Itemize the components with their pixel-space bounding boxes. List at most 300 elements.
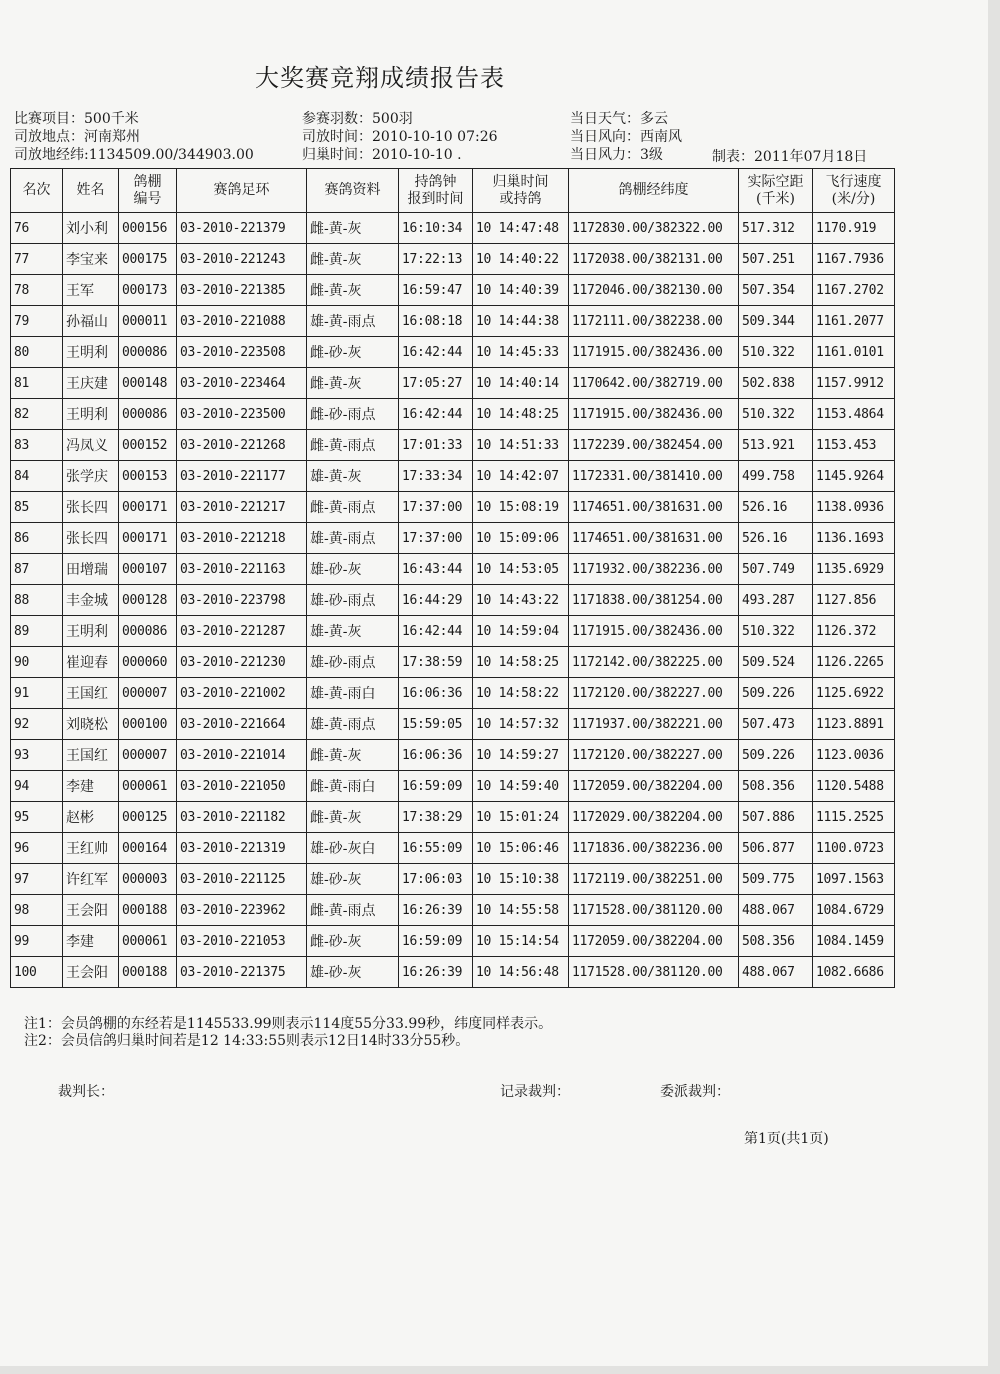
cell-rank: 77 bbox=[11, 244, 63, 275]
cell-rank: 89 bbox=[11, 616, 63, 647]
cell-distance: 502.838 bbox=[739, 368, 813, 399]
cell-clock-time: 16:55:09 bbox=[399, 833, 473, 864]
release-time-field: 司放时间：2010-10-10 07:26 bbox=[302, 129, 498, 145]
return-time-field: 归巢时间：2010-10-10 . bbox=[302, 147, 462, 163]
cell-distance: 509.226 bbox=[739, 740, 813, 771]
cell-rank: 99 bbox=[11, 926, 63, 957]
cell-name: 李建 bbox=[63, 926, 119, 957]
cell-speed: 1170.919 bbox=[813, 213, 895, 244]
cell-loft-coords: 1171937.00/382221.00 bbox=[569, 709, 739, 740]
cell-loft-id: 000153 bbox=[119, 461, 177, 492]
cell-arrival-time: 10 14:53:05 bbox=[473, 554, 569, 585]
wind-direction-field: 当日风向：西南风 bbox=[570, 129, 682, 145]
entries-field: 参赛羽数：500羽 bbox=[302, 111, 413, 127]
cell-bird-info: 雌-黄-灰 bbox=[307, 244, 399, 275]
page-number: 第1页(共1页) bbox=[744, 1131, 829, 1147]
cell-loft-coords: 1172111.00/382238.00 bbox=[569, 306, 739, 337]
cell-name: 刘晓松 bbox=[63, 709, 119, 740]
cell-bird-info: 雄-黄-灰 bbox=[307, 616, 399, 647]
cell-clock-time: 17:22:13 bbox=[399, 244, 473, 275]
cell-loft-coords: 1171915.00/382436.00 bbox=[569, 399, 739, 430]
cell-bird-info: 雄-砂-灰 bbox=[307, 864, 399, 895]
table-row bbox=[11, 244, 895, 275]
cell-rank: 76 bbox=[11, 213, 63, 244]
table-body bbox=[11, 213, 895, 988]
cell-ring: 03-2010-221379 bbox=[177, 213, 307, 244]
header-distance: 实际空距 (千米) bbox=[739, 169, 813, 213]
cell-name: 张长四 bbox=[63, 523, 119, 554]
cell-ring: 03-2010-223464 bbox=[177, 368, 307, 399]
cell-bird-info: 雄-黄-雨点 bbox=[307, 709, 399, 740]
cell-speed: 1123.0036 bbox=[813, 740, 895, 771]
cell-loft-id: 000086 bbox=[119, 337, 177, 368]
cell-name: 王国红 bbox=[63, 678, 119, 709]
cell-loft-coords: 1174651.00/381631.00 bbox=[569, 523, 739, 554]
cell-name: 王明利 bbox=[63, 337, 119, 368]
cell-arrival-time: 10 14:40:22 bbox=[473, 244, 569, 275]
cell-speed: 1125.6922 bbox=[813, 678, 895, 709]
cell-name: 丰金城 bbox=[63, 585, 119, 616]
table-row bbox=[11, 368, 895, 399]
cell-rank: 95 bbox=[11, 802, 63, 833]
cell-distance: 507.251 bbox=[739, 244, 813, 275]
cell-clock-time: 17:06:03 bbox=[399, 864, 473, 895]
cell-arrival-time: 10 14:58:22 bbox=[473, 678, 569, 709]
cell-distance: 526.16 bbox=[739, 492, 813, 523]
cell-loft-coords: 1172029.00/382204.00 bbox=[569, 802, 739, 833]
cell-distance: 488.067 bbox=[739, 895, 813, 926]
table-row bbox=[11, 895, 895, 926]
header-speed: 飞行速度 (米/分) bbox=[813, 169, 895, 213]
cell-name: 赵彬 bbox=[63, 802, 119, 833]
table-row bbox=[11, 616, 895, 647]
cell-arrival-time: 10 14:40:14 bbox=[473, 368, 569, 399]
table-row bbox=[11, 926, 895, 957]
cell-name: 李宝来 bbox=[63, 244, 119, 275]
cell-bird-info: 雌-黄-雨白 bbox=[307, 771, 399, 802]
cell-speed: 1120.5488 bbox=[813, 771, 895, 802]
cell-clock-time: 16:42:44 bbox=[399, 616, 473, 647]
cell-loft-coords: 1172239.00/382454.00 bbox=[569, 430, 739, 461]
cell-loft-coords: 1170642.00/382719.00 bbox=[569, 368, 739, 399]
cell-speed: 1167.2702 bbox=[813, 275, 895, 306]
cell-clock-time: 17:01:33 bbox=[399, 430, 473, 461]
cell-distance: 510.322 bbox=[739, 399, 813, 430]
cell-distance: 508.356 bbox=[739, 771, 813, 802]
cell-ring: 03-2010-223500 bbox=[177, 399, 307, 430]
cell-arrival-time: 10 14:47:48 bbox=[473, 213, 569, 244]
cell-loft-id: 000175 bbox=[119, 244, 177, 275]
cell-speed: 1136.1693 bbox=[813, 523, 895, 554]
cell-rank: 80 bbox=[11, 337, 63, 368]
cell-rank: 88 bbox=[11, 585, 63, 616]
cell-bird-info: 雌-黄-雨点 bbox=[307, 492, 399, 523]
cell-loft-id: 000188 bbox=[119, 957, 177, 988]
cell-name: 田增瑞 bbox=[63, 554, 119, 585]
cell-rank: 87 bbox=[11, 554, 63, 585]
cell-rank: 81 bbox=[11, 368, 63, 399]
cell-clock-time: 16:26:39 bbox=[399, 895, 473, 926]
cell-arrival-time: 10 14:59:27 bbox=[473, 740, 569, 771]
cell-rank: 97 bbox=[11, 864, 63, 895]
cell-arrival-time: 10 14:59:40 bbox=[473, 771, 569, 802]
cell-arrival-time: 10 14:56:48 bbox=[473, 957, 569, 988]
table-row bbox=[11, 523, 895, 554]
cell-arrival-time: 10 14:48:25 bbox=[473, 399, 569, 430]
table-row bbox=[11, 709, 895, 740]
cell-loft-id: 000125 bbox=[119, 802, 177, 833]
cell-distance: 506.877 bbox=[739, 833, 813, 864]
release-coords-field: 司放地经纬:1134509.00/344903.00 bbox=[14, 147, 254, 163]
cell-clock-time: 16:43:44 bbox=[399, 554, 473, 585]
cell-loft-coords: 1171915.00/382436.00 bbox=[569, 337, 739, 368]
cell-loft-id: 000061 bbox=[119, 771, 177, 802]
scan-edge-right bbox=[988, 0, 1000, 1374]
cell-loft-id: 000171 bbox=[119, 523, 177, 554]
cell-bird-info: 雌-黄-灰 bbox=[307, 213, 399, 244]
cell-name: 王会阳 bbox=[63, 895, 119, 926]
cell-loft-coords: 1172120.00/382227.00 bbox=[569, 678, 739, 709]
cell-arrival-time: 10 14:45:33 bbox=[473, 337, 569, 368]
table-row bbox=[11, 802, 895, 833]
cell-ring: 03-2010-221385 bbox=[177, 275, 307, 306]
header-loft-id: 鸽棚 编号 bbox=[119, 169, 177, 213]
table-row bbox=[11, 585, 895, 616]
cell-arrival-time: 10 14:44:38 bbox=[473, 306, 569, 337]
footnote: 注1：会员鸽棚的东经若是1145533.99则表示114度55分33.99秒，纬度同样表示。 bbox=[24, 1016, 553, 1032]
cell-distance: 509.775 bbox=[739, 864, 813, 895]
cell-ring: 03-2010-223798 bbox=[177, 585, 307, 616]
cell-ring: 03-2010-221050 bbox=[177, 771, 307, 802]
table-row bbox=[11, 647, 895, 678]
meta-right bbox=[570, 110, 682, 164]
table-row bbox=[11, 957, 895, 988]
cell-rank: 93 bbox=[11, 740, 63, 771]
cell-loft-id: 000171 bbox=[119, 492, 177, 523]
cell-speed: 1145.9264 bbox=[813, 461, 895, 492]
cell-loft-coords: 1171838.00/381254.00 bbox=[569, 585, 739, 616]
cell-clock-time: 16:59:47 bbox=[399, 275, 473, 306]
cell-loft-coords: 1172046.00/382130.00 bbox=[569, 275, 739, 306]
cell-ring: 03-2010-221243 bbox=[177, 244, 307, 275]
table-row bbox=[11, 337, 895, 368]
footnote: 注2：会员信鸽归巢时间若是12 14:33:55则表示12日14时33分55秒。 bbox=[24, 1033, 470, 1049]
header-bird-info: 赛鸽资料 bbox=[307, 169, 399, 213]
table-row bbox=[11, 461, 895, 492]
cell-bird-info: 雌-黄-灰 bbox=[307, 802, 399, 833]
cell-clock-time: 16:59:09 bbox=[399, 926, 473, 957]
cell-loft-coords: 1171836.00/382236.00 bbox=[569, 833, 739, 864]
cell-clock-time: 17:37:00 bbox=[399, 492, 473, 523]
header-rank: 名次 bbox=[11, 169, 63, 213]
cell-speed: 1161.0101 bbox=[813, 337, 895, 368]
cell-ring: 03-2010-221177 bbox=[177, 461, 307, 492]
cell-clock-time: 17:37:00 bbox=[399, 523, 473, 554]
cell-speed: 1127.856 bbox=[813, 585, 895, 616]
cell-rank: 86 bbox=[11, 523, 63, 554]
cell-loft-coords: 1172331.00/381410.00 bbox=[569, 461, 739, 492]
cell-rank: 96 bbox=[11, 833, 63, 864]
cell-ring: 03-2010-221230 bbox=[177, 647, 307, 678]
cell-name: 崔迎春 bbox=[63, 647, 119, 678]
recorder-referee-signature: 记录裁判： bbox=[500, 1084, 570, 1100]
cell-arrival-time: 10 14:42:07 bbox=[473, 461, 569, 492]
cell-name: 刘小利 bbox=[63, 213, 119, 244]
event-field: 比赛项目：500千米 bbox=[14, 111, 139, 127]
cell-distance: 508.356 bbox=[739, 926, 813, 957]
cell-ring: 03-2010-221163 bbox=[177, 554, 307, 585]
cell-ring: 03-2010-221287 bbox=[177, 616, 307, 647]
cell-distance: 507.749 bbox=[739, 554, 813, 585]
cell-loft-id: 000003 bbox=[119, 864, 177, 895]
cell-speed: 1115.2525 bbox=[813, 802, 895, 833]
table-header-row bbox=[11, 169, 895, 213]
cell-clock-time: 16:42:44 bbox=[399, 399, 473, 430]
cell-rank: 100 bbox=[11, 957, 63, 988]
cell-ring: 03-2010-221088 bbox=[177, 306, 307, 337]
appointed-referee-signature: 委派裁判： bbox=[660, 1084, 730, 1100]
cell-rank: 90 bbox=[11, 647, 63, 678]
cell-clock-time: 17:38:59 bbox=[399, 647, 473, 678]
cell-speed: 1167.7936 bbox=[813, 244, 895, 275]
cell-loft-id: 000128 bbox=[119, 585, 177, 616]
cell-loft-id: 000060 bbox=[119, 647, 177, 678]
table-row bbox=[11, 306, 895, 337]
cell-arrival-time: 10 14:40:39 bbox=[473, 275, 569, 306]
cell-name: 王明利 bbox=[63, 399, 119, 430]
cell-ring: 03-2010-223508 bbox=[177, 337, 307, 368]
header-clock-time: 持鸽钟 报到时间 bbox=[399, 169, 473, 213]
cell-clock-time: 16:42:44 bbox=[399, 337, 473, 368]
cell-arrival-time: 10 14:57:32 bbox=[473, 709, 569, 740]
cell-speed: 1126.372 bbox=[813, 616, 895, 647]
cell-rank: 85 bbox=[11, 492, 63, 523]
table-row bbox=[11, 833, 895, 864]
cell-clock-time: 16:08:18 bbox=[399, 306, 473, 337]
header-loft-coords: 鸽棚经纬度 bbox=[569, 169, 739, 213]
cell-loft-id: 000086 bbox=[119, 399, 177, 430]
page-title: 大奖赛竞翔成绩报告表 bbox=[255, 64, 505, 92]
cell-speed: 1153.4864 bbox=[813, 399, 895, 430]
cell-rank: 83 bbox=[11, 430, 63, 461]
cell-loft-id: 000152 bbox=[119, 430, 177, 461]
cell-ring: 03-2010-221664 bbox=[177, 709, 307, 740]
cell-arrival-time: 10 15:06:46 bbox=[473, 833, 569, 864]
cell-distance: 488.067 bbox=[739, 957, 813, 988]
cell-distance: 510.322 bbox=[739, 616, 813, 647]
cell-ring: 03-2010-221375 bbox=[177, 957, 307, 988]
cell-loft-id: 000007 bbox=[119, 740, 177, 771]
cell-bird-info: 雄-黄-灰 bbox=[307, 461, 399, 492]
cell-ring: 03-2010-221182 bbox=[177, 802, 307, 833]
cell-speed: 1157.9912 bbox=[813, 368, 895, 399]
meta-left bbox=[14, 110, 254, 164]
weather-field: 当日天气：多云 bbox=[570, 111, 668, 127]
cell-speed: 1100.0723 bbox=[813, 833, 895, 864]
cell-rank: 82 bbox=[11, 399, 63, 430]
footnotes bbox=[24, 1016, 552, 1050]
cell-distance: 499.758 bbox=[739, 461, 813, 492]
cell-loft-coords: 1172119.00/382251.00 bbox=[569, 864, 739, 895]
chief-referee-signature: 裁判长： bbox=[58, 1084, 114, 1100]
table-row bbox=[11, 678, 895, 709]
cell-loft-id: 000011 bbox=[119, 306, 177, 337]
cell-speed: 1126.2265 bbox=[813, 647, 895, 678]
cell-clock-time: 16:10:34 bbox=[399, 213, 473, 244]
cell-ring: 03-2010-221053 bbox=[177, 926, 307, 957]
header-name: 姓名 bbox=[63, 169, 119, 213]
header-arrival-time: 归巢时间 或持鸽 bbox=[473, 169, 569, 213]
table-row bbox=[11, 213, 895, 244]
cell-distance: 507.473 bbox=[739, 709, 813, 740]
cell-bird-info: 雌-砂-灰 bbox=[307, 337, 399, 368]
table-row bbox=[11, 430, 895, 461]
cell-bird-info: 雌-砂-雨点 bbox=[307, 399, 399, 430]
cell-clock-time: 16:06:36 bbox=[399, 740, 473, 771]
cell-rank: 79 bbox=[11, 306, 63, 337]
cell-bird-info: 雌-黄-灰 bbox=[307, 275, 399, 306]
cell-speed: 1161.2077 bbox=[813, 306, 895, 337]
cell-rank: 94 bbox=[11, 771, 63, 802]
cell-bird-info: 雌-砂-灰 bbox=[307, 926, 399, 957]
cell-distance: 509.226 bbox=[739, 678, 813, 709]
table-row bbox=[11, 554, 895, 585]
cell-speed: 1084.6729 bbox=[813, 895, 895, 926]
cell-name: 王明利 bbox=[63, 616, 119, 647]
cell-distance: 507.886 bbox=[739, 802, 813, 833]
cell-name: 张长四 bbox=[63, 492, 119, 523]
cell-arrival-time: 10 15:14:54 bbox=[473, 926, 569, 957]
cell-ring: 03-2010-221217 bbox=[177, 492, 307, 523]
cell-distance: 493.287 bbox=[739, 585, 813, 616]
cell-rank: 98 bbox=[11, 895, 63, 926]
cell-loft-coords: 1172059.00/382204.00 bbox=[569, 771, 739, 802]
cell-speed: 1084.1459 bbox=[813, 926, 895, 957]
cell-clock-time: 17:38:29 bbox=[399, 802, 473, 833]
cell-clock-time: 16:44:29 bbox=[399, 585, 473, 616]
cell-name: 王红帅 bbox=[63, 833, 119, 864]
cell-arrival-time: 10 15:10:38 bbox=[473, 864, 569, 895]
cell-arrival-time: 10 14:55:58 bbox=[473, 895, 569, 926]
cell-name: 张学庆 bbox=[63, 461, 119, 492]
cell-loft-coords: 1174651.00/381631.00 bbox=[569, 492, 739, 523]
cell-loft-coords: 1171528.00/381120.00 bbox=[569, 957, 739, 988]
cell-name: 王庆建 bbox=[63, 368, 119, 399]
cell-name: 冯凤义 bbox=[63, 430, 119, 461]
meta-middle bbox=[302, 110, 498, 164]
table-row bbox=[11, 740, 895, 771]
cell-clock-time: 17:05:27 bbox=[399, 368, 473, 399]
cell-ring: 03-2010-221014 bbox=[177, 740, 307, 771]
cell-name: 许红军 bbox=[63, 864, 119, 895]
cell-loft-id: 000086 bbox=[119, 616, 177, 647]
cell-loft-coords: 1172142.00/382225.00 bbox=[569, 647, 739, 678]
made-date-field: 制表：2011年07月18日 bbox=[712, 149, 868, 165]
cell-loft-coords: 1172830.00/382322.00 bbox=[569, 213, 739, 244]
wind-force-field: 当日风力：3级 bbox=[570, 147, 663, 163]
cell-speed: 1123.8891 bbox=[813, 709, 895, 740]
cell-name: 李建 bbox=[63, 771, 119, 802]
cell-name: 王军 bbox=[63, 275, 119, 306]
scan-edge-bottom bbox=[0, 1366, 1000, 1374]
cell-loft-id: 000188 bbox=[119, 895, 177, 926]
cell-ring: 03-2010-221002 bbox=[177, 678, 307, 709]
cell-speed: 1138.0936 bbox=[813, 492, 895, 523]
cell-loft-id: 000164 bbox=[119, 833, 177, 864]
cell-speed: 1153.453 bbox=[813, 430, 895, 461]
cell-bird-info: 雄-黄-雨点 bbox=[307, 523, 399, 554]
release-place-field: 司放地点：河南郑州 bbox=[14, 129, 140, 145]
results-table bbox=[10, 168, 895, 988]
cell-name: 孙福山 bbox=[63, 306, 119, 337]
cell-bird-info: 雌-黄-雨点 bbox=[307, 895, 399, 926]
table-row bbox=[11, 275, 895, 306]
table-row bbox=[11, 864, 895, 895]
cell-bird-info: 雌-黄-灰 bbox=[307, 368, 399, 399]
cell-arrival-time: 10 14:43:22 bbox=[473, 585, 569, 616]
cell-bird-info: 雄-砂-雨点 bbox=[307, 585, 399, 616]
cell-loft-id: 000173 bbox=[119, 275, 177, 306]
cell-loft-coords: 1171915.00/382436.00 bbox=[569, 616, 739, 647]
cell-arrival-time: 10 14:51:33 bbox=[473, 430, 569, 461]
cell-arrival-time: 10 14:58:25 bbox=[473, 647, 569, 678]
cell-loft-coords: 1172059.00/382204.00 bbox=[569, 926, 739, 957]
cell-bird-info: 雄-黄-雨点 bbox=[307, 306, 399, 337]
cell-loft-id: 000007 bbox=[119, 678, 177, 709]
cell-distance: 517.312 bbox=[739, 213, 813, 244]
cell-ring: 03-2010-221319 bbox=[177, 833, 307, 864]
cell-ring: 03-2010-221218 bbox=[177, 523, 307, 554]
table-row bbox=[11, 492, 895, 523]
cell-distance: 509.524 bbox=[739, 647, 813, 678]
cell-distance: 513.921 bbox=[739, 430, 813, 461]
cell-bird-info: 雌-黄-灰 bbox=[307, 740, 399, 771]
cell-rank: 92 bbox=[11, 709, 63, 740]
cell-bird-info: 雄-砂-灰 bbox=[307, 554, 399, 585]
header-ring: 赛鸽足环 bbox=[177, 169, 307, 213]
cell-loft-coords: 1171528.00/381120.00 bbox=[569, 895, 739, 926]
cell-loft-id: 000061 bbox=[119, 926, 177, 957]
table-row bbox=[11, 771, 895, 802]
cell-loft-id: 000148 bbox=[119, 368, 177, 399]
cell-clock-time: 17:33:34 bbox=[399, 461, 473, 492]
cell-rank: 78 bbox=[11, 275, 63, 306]
cell-distance: 507.354 bbox=[739, 275, 813, 306]
cell-ring: 03-2010-221125 bbox=[177, 864, 307, 895]
table-row bbox=[11, 399, 895, 430]
cell-loft-id: 000156 bbox=[119, 213, 177, 244]
cell-clock-time: 16:59:09 bbox=[399, 771, 473, 802]
cell-arrival-time: 10 15:09:06 bbox=[473, 523, 569, 554]
cell-speed: 1135.6929 bbox=[813, 554, 895, 585]
cell-bird-info: 雄-砂-灰 bbox=[307, 957, 399, 988]
cell-speed: 1082.6686 bbox=[813, 957, 895, 988]
cell-clock-time: 16:26:39 bbox=[399, 957, 473, 988]
cell-ring: 03-2010-223962 bbox=[177, 895, 307, 926]
cell-rank: 84 bbox=[11, 461, 63, 492]
cell-bird-info: 雄-黄-雨白 bbox=[307, 678, 399, 709]
cell-ring: 03-2010-221268 bbox=[177, 430, 307, 461]
cell-name: 王会阳 bbox=[63, 957, 119, 988]
cell-loft-coords: 1171932.00/382236.00 bbox=[569, 554, 739, 585]
cell-loft-coords: 1172038.00/382131.00 bbox=[569, 244, 739, 275]
cell-speed: 1097.1563 bbox=[813, 864, 895, 895]
cell-name: 王国红 bbox=[63, 740, 119, 771]
cell-arrival-time: 10 15:08:19 bbox=[473, 492, 569, 523]
cell-bird-info: 雄-砂-雨点 bbox=[307, 647, 399, 678]
cell-rank: 91 bbox=[11, 678, 63, 709]
cell-distance: 509.344 bbox=[739, 306, 813, 337]
